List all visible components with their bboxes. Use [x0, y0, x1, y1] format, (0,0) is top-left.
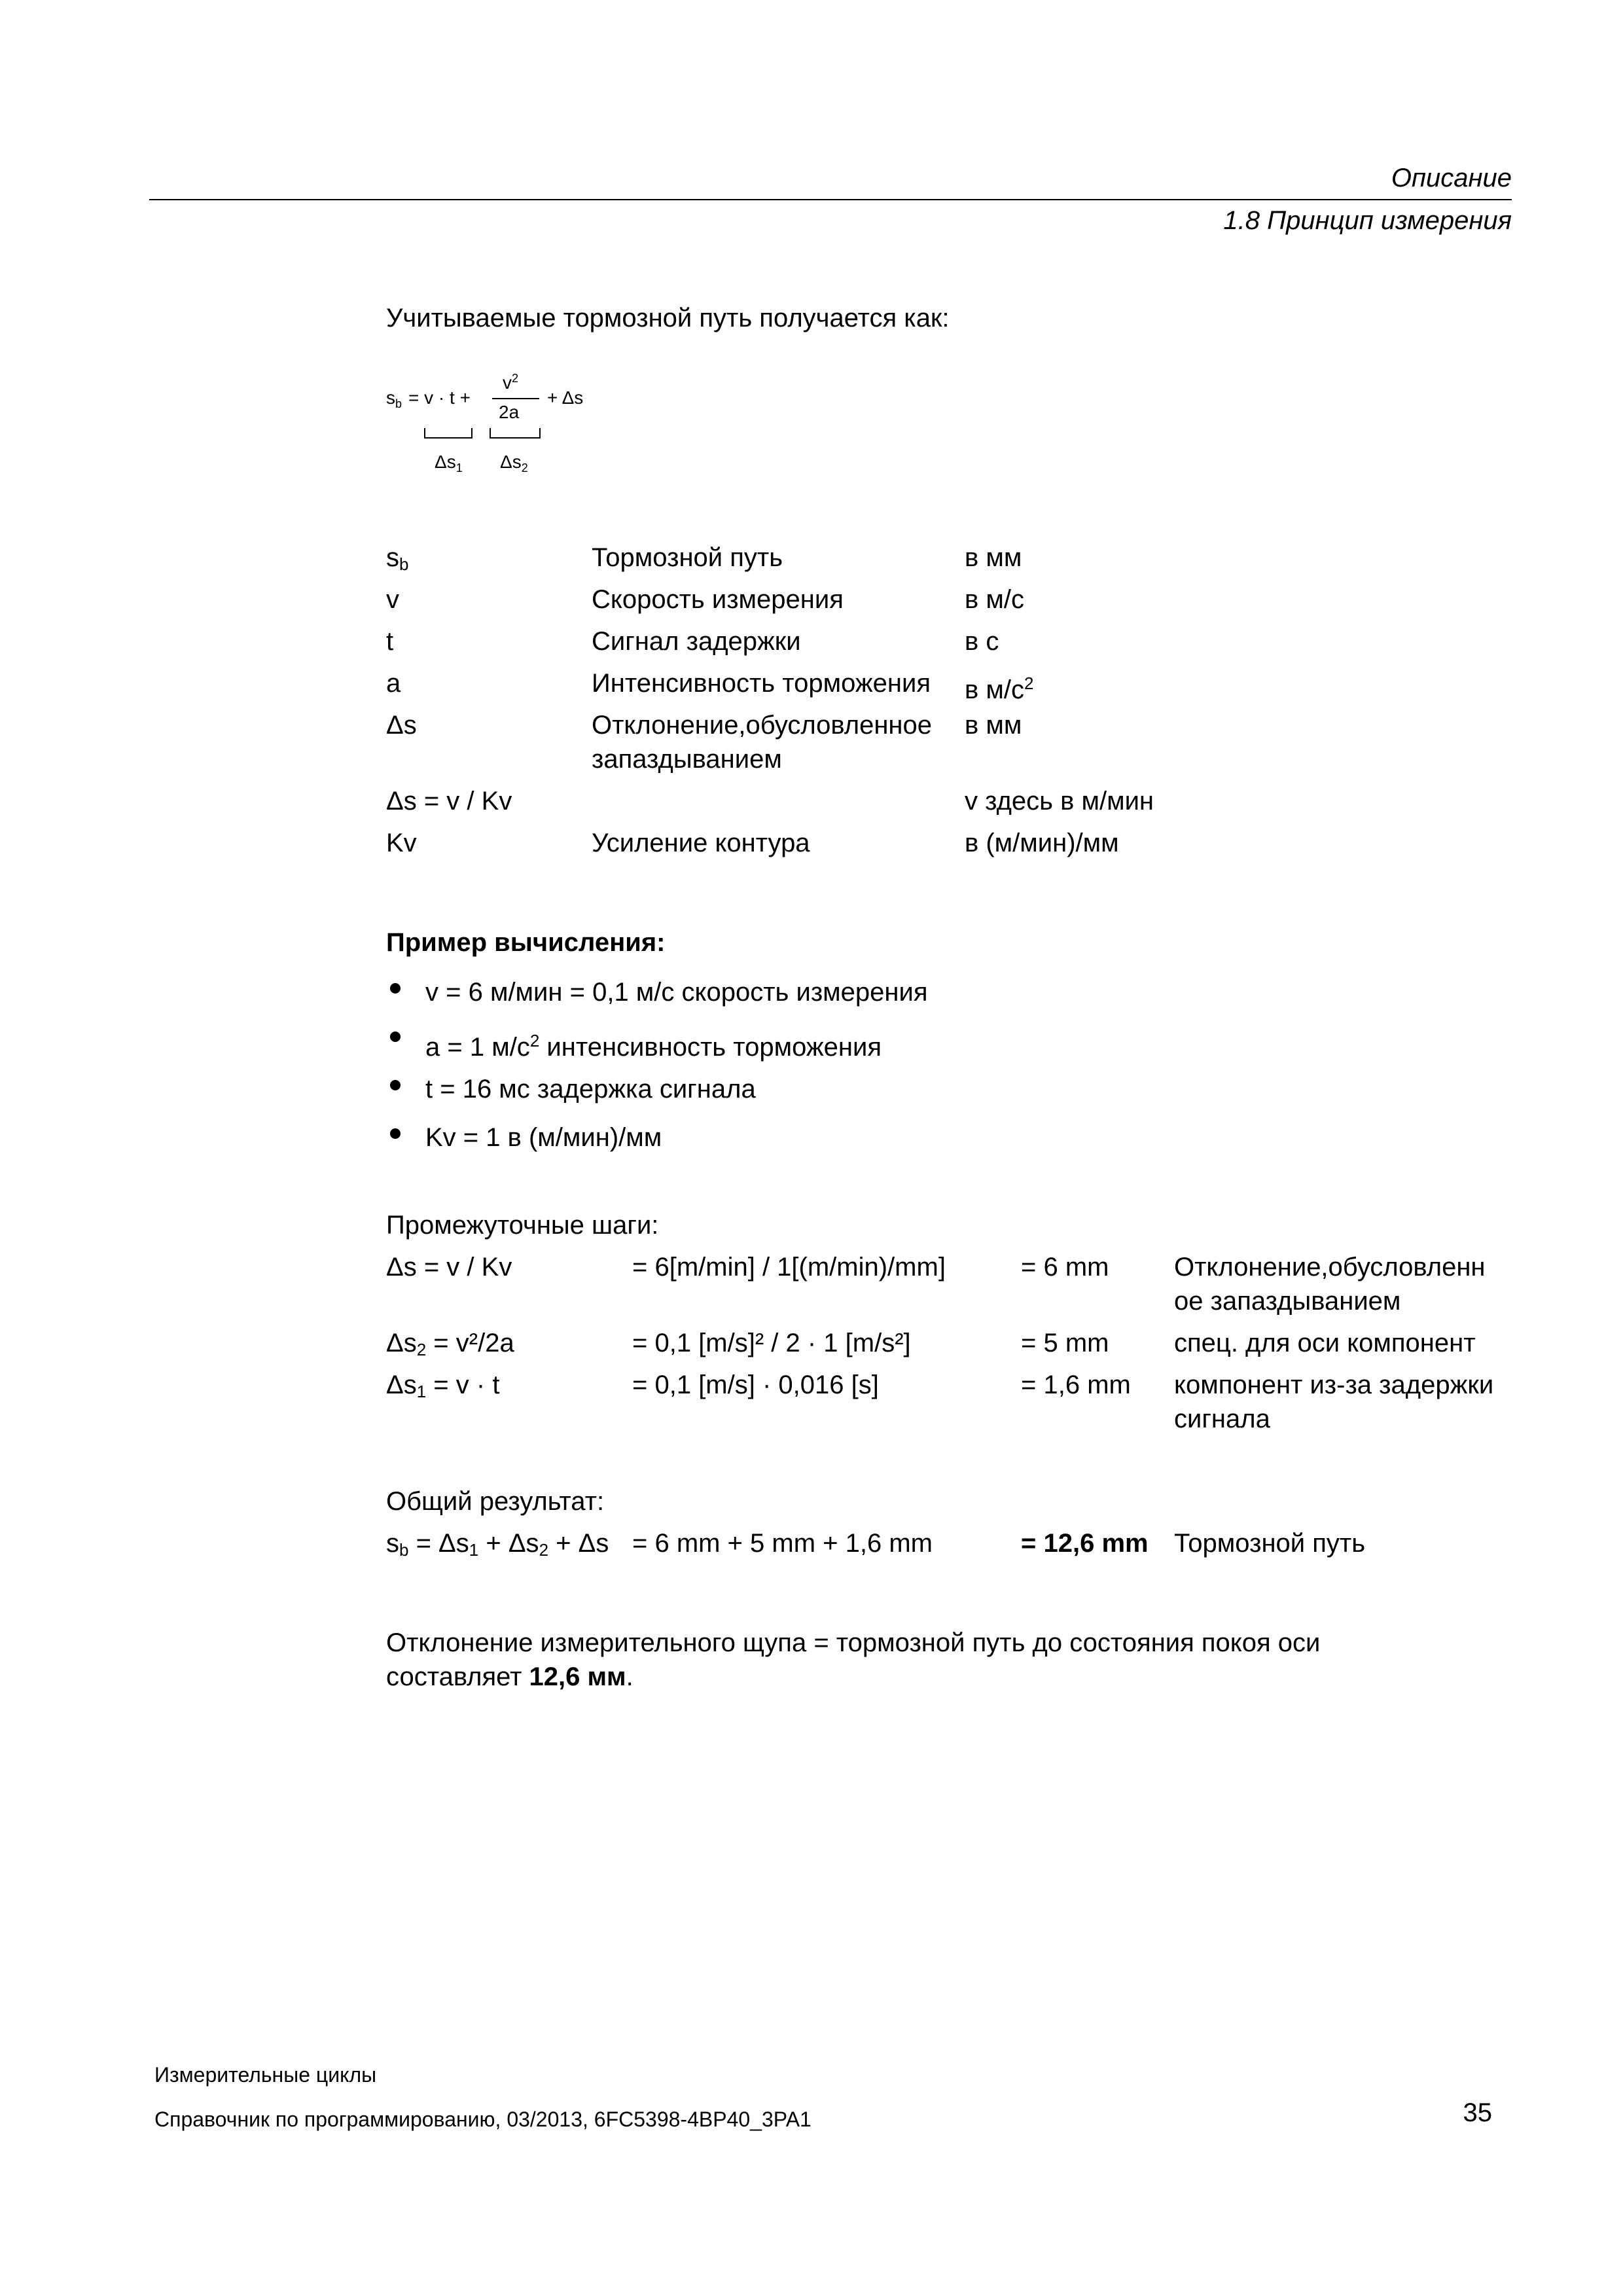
result-total: = 12,6 mm [1021, 1529, 1149, 1558]
list-item: t = 16 мс задержка сигнала [425, 1075, 756, 1103]
step-note: спец. для оси компонент [1174, 1329, 1476, 1357]
def-symbol: Δs [386, 711, 417, 740]
list-item: Kv = 1 в (м/мин)/мм [425, 1123, 662, 1152]
footer-title: Измерительные циклы [154, 2063, 377, 2087]
step-note-cont: ое запаздыванием [1174, 1287, 1401, 1316]
page-number: 35 [1463, 2098, 1492, 2127]
brace-2-label: $\Delta s_2$ [500, 452, 528, 475]
intro-text: Учитываемые тормозной путь получается как: [386, 304, 950, 332]
step-result: = 6 mm [1021, 1253, 1109, 1282]
step-formula: $\Delta s_1 = v \cdot t$ [386, 1371, 500, 1401]
step-formula: Δs = v / Kv [386, 1253, 512, 1282]
bullet-icon [390, 1128, 401, 1139]
result-formula: $s_b = \Delta s_1 + \Delta s_2 + \Delta s$ [386, 1529, 609, 1560]
def-symbol: t [386, 627, 394, 656]
def-unit: в с [965, 627, 999, 656]
def-description: Интенсивность торможения [592, 669, 931, 698]
formula-lhs: $s_b$ [386, 387, 402, 410]
step-note: Отклонение,обусловленн [1174, 1253, 1486, 1282]
def-description: Тормозной путь [592, 543, 783, 572]
formula-numerator: $v^2$ [503, 372, 519, 393]
def-description-cont: запаздыванием [592, 745, 782, 774]
header-section: Описание [1391, 164, 1512, 192]
step-calculation: = 0,1 [m/s] · 0,016 [s] [632, 1371, 879, 1399]
formula-denominator: 2a [499, 402, 520, 422]
step-note-cont: сигнала [1174, 1405, 1270, 1433]
def-description: Скорость измерения [592, 585, 844, 614]
def-symbol: a [386, 669, 401, 698]
def-unit: v здесь в м/мин [965, 787, 1154, 816]
def-description: Сигнал задержки [592, 627, 801, 656]
step-formula: $\Delta s_2 = v^2/2a$ [386, 1329, 514, 1359]
list-item: a = 1 $м/с^2$ интенсивность торможения [425, 1031, 882, 1062]
brace-1-label: $\Delta s_1$ [435, 452, 463, 475]
bullet-icon [390, 1080, 401, 1090]
def-symbol: v [386, 585, 399, 614]
def-unit: в мм [965, 711, 1022, 740]
bullet-icon [390, 1031, 401, 1042]
result-label: Тормозной путь [1174, 1529, 1366, 1558]
step-note: компонент из-за задержки [1174, 1371, 1494, 1399]
def-unit: в (м/мин)/мм [965, 829, 1119, 857]
bullet-icon [390, 983, 401, 994]
def-description: Усиление контура [592, 829, 810, 857]
def-symbol: $s_b$ [386, 543, 409, 574]
step-result: = 5 mm [1021, 1329, 1109, 1357]
result-calculation: = 6 mm + 5 mm + 1,6 mm [632, 1529, 933, 1558]
footer-subtitle: Справочник по программированию, 03/2013, 6FC5398-4BP40_3PA1 [154, 2108, 812, 2131]
def-description: Отклонение,обусловленное [592, 711, 932, 740]
conclusion-line-1: Отклонение измерительного щупа = тормозной путь до состояния покоя оси [386, 1628, 1321, 1657]
header-rule [149, 199, 1512, 200]
def-unit: в мм [965, 543, 1022, 572]
example-heading: Пример вычисления: [386, 928, 666, 957]
list-item: v = 6 м/мин = 0,1 м/с скорость измерения [425, 978, 928, 1007]
def-symbol: Kv [386, 829, 417, 857]
steps-heading: Промежуточные шаги: [386, 1211, 659, 1240]
step-calculation: = 0,1 [m/s]² / 2 · 1 [m/s²] [632, 1329, 911, 1357]
result-heading: Общий результат: [386, 1487, 605, 1516]
def-unit: в м/с [965, 585, 1024, 614]
formula-part3: + Δs [547, 387, 584, 408]
brace-2 [490, 428, 541, 439]
brace-1 [424, 428, 473, 439]
fraction-line [492, 398, 539, 399]
header-subsection: 1.8 Принцип измерения [1223, 206, 1512, 235]
step-calculation: = 6[m/min] / 1[(m/min)/mm] [632, 1253, 946, 1282]
step-result: = 1,6 mm [1021, 1371, 1131, 1399]
def-symbol: Δs = v / Kv [386, 787, 512, 816]
formula-part1: = v · t + [408, 387, 471, 408]
def-unit: в $м/с^2$ [965, 673, 1034, 704]
conclusion-line-2: составляет 12,6 мм. [386, 1662, 633, 1691]
